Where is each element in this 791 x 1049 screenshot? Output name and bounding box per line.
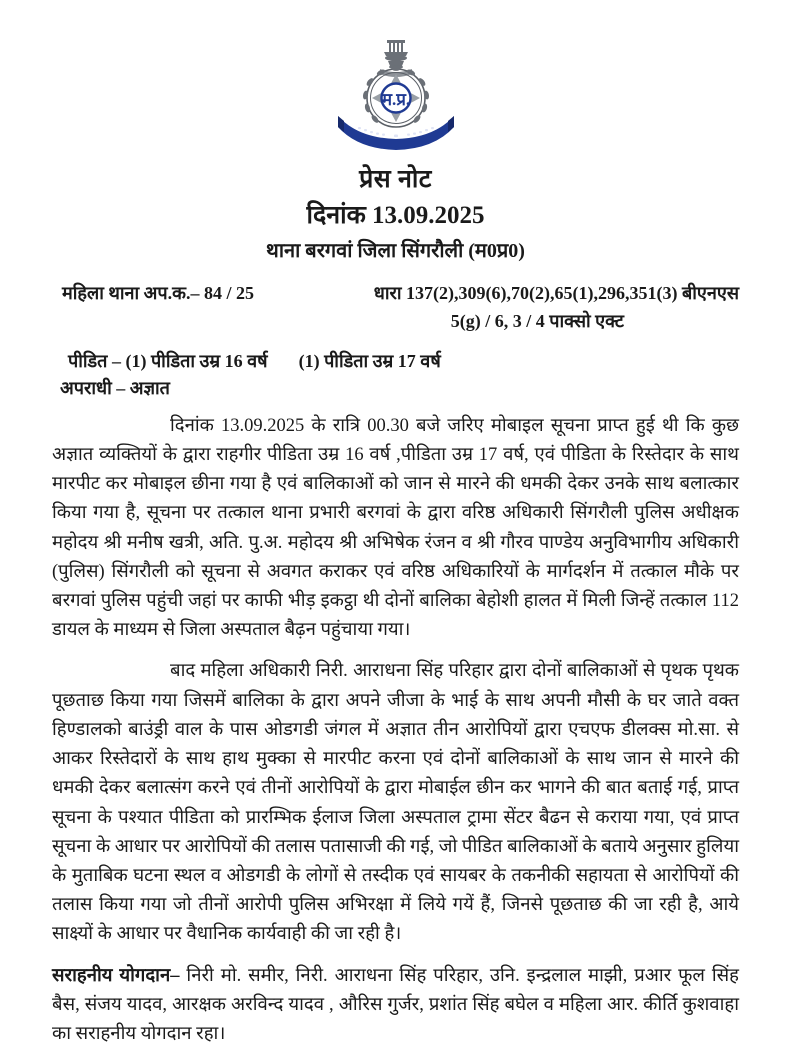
paragraph-2: बाद महिला अधिकारी निरी. आराधना सिंह परिहार द्वारा दोनों बालिकाओं से पृथक पृथक पूछताछ किया गया जिसमें बालिका के द्वारा अपने जीजा के भाई के साथ अपनी मौसी के घर जाते वक्त हिण्डालको बाउंड्री वाल के पास ओडगडी जंगल में अज्ञात तीन आरोपियों द्वारा एचएफ डीलक्स मो.सा. से आकर रिस्तेदारों के साथ हाथ मुक्का से मारपीट करना एवं दोनों बालिकाओं के साथ जान से मारने की धमकी देकर बलात्संग करने एवं तीनों आरोपियों के द्वारा मोबाईल छीन कर भागने की बात बताई गई, प्राप्त सूचना के पश्यात पीडिता को प्रारम्भिक ईलाज जिला अस्पताल ट्रामा सेंटर बैढन से कराया गया, एवं प्राप्त सूचना के आधार पर आरोपियों की तलास पतासाजी की गई, जो पीडित बालिकाओं के बताये अनुसार हुलिया के मुताबिक घटना स्थल व ओडगडी के लोगों से तस्दीक एवं सायबर के तकनीकी सहायता से आरोपियों की तलास किया गया जो तीनों आरोपी पुलिस अभिरक्षा में लिये गयें हैं, जिनसे पूछताछ की जा रही है, आये साक्ष्यों के आधार पर वैधानिक कार्यवाही की जा रही है। <box>52 661 739 945</box>
paragraph-1: दिनांक 13.09.2025 के रात्रि 00.30 बजे जरिए मोबाइल सूचना प्राप्त हुई थी कि कुछ अज्ञात व्यक्तियों के द्वारा राहगीर पीडिता उम्र 16 वर्ष ,पीडिता उम्र 17 वर्ष, एवं पीडिता के रिस्तेदार के साथ मारपीट कर मोबाइल छीना गया है एवं बालिकाओं को जान से मारने की धमकी देकर उनके साथ बलात्कार किया गया है, सूचना पर तत्काल थाना प्रभारी बरगवां के द्वारा वरिष्ठ अधिकारी सिंगरौली पुलिस अधीक्षक महोदय श्री मनीष खत्री, अति. पु.अ. महोदय श्री अभिषेक रंजन व श्री गौरव पाण्डेय अनुविभागीय अधिकारी (पुलिस) सिंगरौली को सूचना से अवगत कराकर एवं वरिष्ठ अधिकारियों के मार्गदर्शन में तत्काल मौके पर बरगवां पुलिस पहुंची जहां पर काफी भीड़ इकट्ठा थी दोनों बालिका बेहोशी हालत में मिली जिन्हें तत्काल 112 डायल के माध्यम से जिला अस्पताल बैढ़न पहुंचाया गया। <box>52 415 739 641</box>
case-meta-row <box>52 280 739 334</box>
victim-entry-2: (1) पीडिता उम्र 17 वर्ष <box>298 350 441 371</box>
legal-sections <box>374 280 739 334</box>
victim-line <box>52 348 739 375</box>
parties-block <box>52 348 739 402</box>
credits-block <box>52 962 739 1049</box>
credits-text: निरी मो. समीर, निरी. आराधना सिंह परिहार, उनि. इन्द्रलाल माझी, प्रआर फूल सिंह बैस, संजय यादव, आरक्षक अरविन्द यादव , औरिस गुर्जर, प्रशांत सिंह बघेल व महिला आर. कीर्ति कुशवाहा का सराहनीय योगदान रहा। <box>52 965 740 1045</box>
madhya-pradesh-police-emblem-icon <box>332 36 460 154</box>
accused-label: अपराधी – <box>60 377 126 398</box>
document-header <box>52 164 739 264</box>
accused-value: अज्ञात <box>129 377 170 398</box>
crime-number: महिला थाना अप.क.– 84 / 25 <box>62 282 254 303</box>
page-title: प्रेस नोट <box>359 166 432 193</box>
body-content <box>52 412 739 950</box>
document-date: दिनांक 13.09.2025 <box>306 202 485 230</box>
svg-text:म.प्र.: म.प्र. <box>381 90 410 109</box>
legal-sections-pocso: 5(g) / 6, 3 / 4 पाक्सो एक्ट <box>450 310 625 331</box>
credits-heading: सराहनीय योगदान– <box>52 965 180 986</box>
emblem-container <box>52 36 739 156</box>
police-station-line: थाना बरगवां जिला सिंगरौली (म0प्र0) <box>266 239 525 262</box>
accused-line <box>52 375 739 402</box>
legal-sections-bns: धारा 137(2),309(6),70(2),65(1),296,351(3) बीएनएस <box>373 282 739 303</box>
victim-entry-1: (1) पीडिता उम्र 16 वर्ष <box>125 350 268 371</box>
victim-label: पीडित – <box>68 350 121 371</box>
